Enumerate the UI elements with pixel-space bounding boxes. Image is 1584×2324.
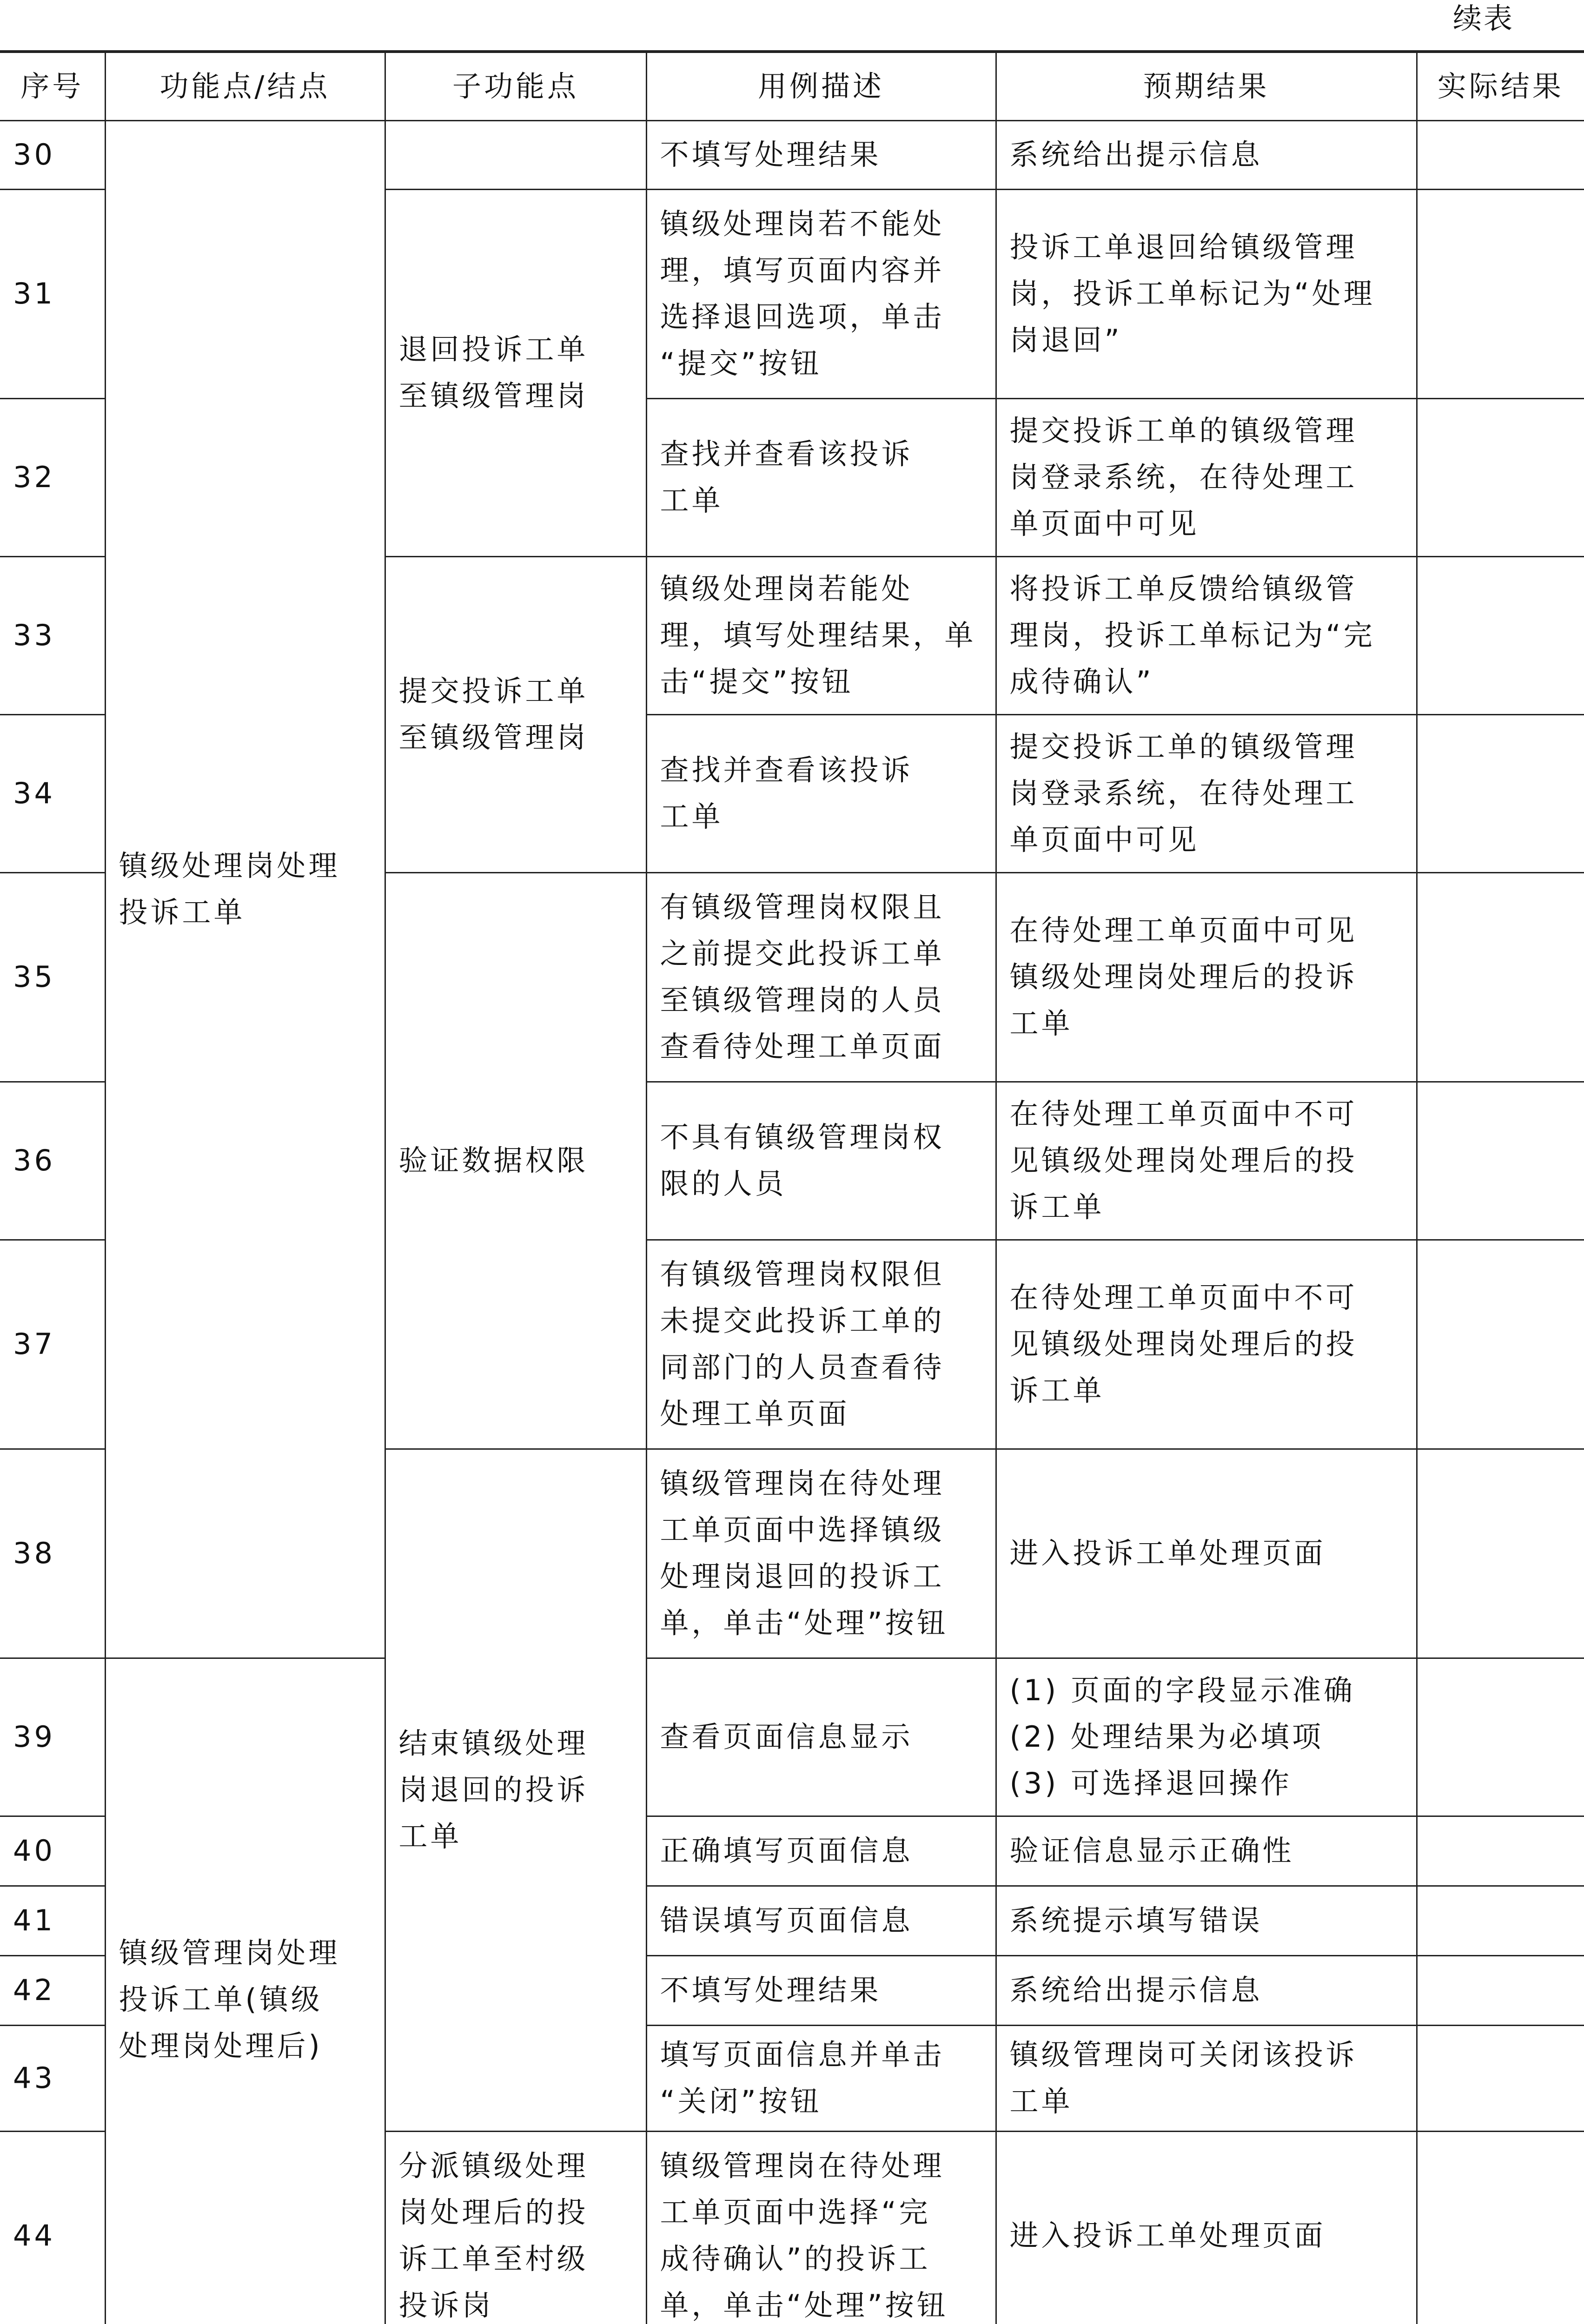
expected-result — [996, 872, 1417, 1082]
row-number: 34 — [0, 714, 105, 872]
column-header: 实际结果 — [1417, 52, 1584, 120]
text-line: 成待确认” — [1009, 665, 1154, 699]
text-line: 工单 — [1009, 2084, 1073, 2118]
text-line: 系统提示填写错误 — [1009, 1903, 1263, 1937]
actual-result — [1417, 1240, 1584, 1449]
text-line: 诉工单至村级 — [398, 2242, 589, 2276]
actual-result — [1417, 1886, 1584, 1955]
column-header: 子功能点 — [385, 52, 646, 120]
expected-result — [996, 1449, 1417, 1658]
text-line: 有镇级管理岗权限但 — [660, 1257, 945, 1291]
function-point-cell — [105, 120, 385, 1658]
text-line: 验证数据权限 — [398, 1143, 589, 1177]
column-header: 序号 — [0, 52, 105, 120]
expected-result — [996, 120, 1417, 189]
expected-result — [996, 2131, 1417, 2324]
text-line: 不具有镇级管理岗权 — [660, 1120, 945, 1154]
text-line: 查看待处理工单页面 — [660, 1030, 945, 1063]
text-line: 退回投诉工单 — [398, 332, 589, 366]
expected-result — [996, 2025, 1417, 2131]
text-line: 处理工单页面 — [660, 1397, 850, 1431]
text-line: 至镇级管理岗 — [398, 379, 589, 413]
use-case-description — [646, 1955, 996, 2025]
text-line: 理岗，投诉工单标记为“完 — [1009, 618, 1375, 652]
text-line: 将投诉工单反馈给镇级管 — [1009, 572, 1358, 606]
text-line: (1) 页面的字段显示准确 — [1009, 1673, 1356, 1707]
use-case-description — [646, 1658, 996, 1816]
column-header: 预期结果 — [996, 52, 1417, 120]
text-line: 见镇级处理岗处理后的投 — [1009, 1327, 1358, 1361]
use-case-description — [646, 398, 996, 556]
text-line: 单页面中可见 — [1009, 823, 1200, 857]
text-line: 在待处理工单页面中不可 — [1009, 1097, 1358, 1131]
actual-result — [1417, 189, 1584, 398]
text-line: 至镇级管理岗的人员 — [660, 983, 945, 1017]
text-line: 错误填写页面信息 — [660, 1903, 913, 1937]
use-case-description — [646, 1240, 996, 1449]
text-line: 镇级处理岗处理后的投诉 — [1009, 960, 1358, 994]
text-line: 提交投诉工单的镇级管理 — [1009, 730, 1358, 764]
expected-result — [996, 398, 1417, 556]
text-line: 同部门的人员查看待 — [660, 1350, 945, 1384]
text-line: 进入投诉工单处理页面 — [1009, 1536, 1326, 1570]
text-line: 岗处理后的投 — [398, 2195, 589, 2230]
text-line: 岗退回的投诉 — [398, 1773, 589, 1807]
row-number: 30 — [0, 120, 105, 189]
row-number: 31 — [0, 189, 105, 398]
use-case-description — [646, 1816, 996, 1886]
text-line: (3) 可选择退回操作 — [1009, 1766, 1292, 1800]
text-line: 正确填写页面信息 — [660, 1834, 913, 1868]
text-line: 不填写处理结果 — [660, 1973, 881, 2007]
table-row — [0, 1658, 1584, 1816]
text-line: 投诉工单退回给镇级管理 — [1009, 230, 1358, 264]
actual-result — [1417, 1658, 1584, 1816]
column-header: 功能点/结点 — [105, 52, 385, 120]
actual-result — [1417, 1449, 1584, 1658]
actual-result — [1417, 1955, 1584, 2025]
text-line: 填写页面信息并单击 — [660, 2038, 945, 2072]
text-line: 镇级管理岗可关闭该投诉 — [1009, 2038, 1358, 2072]
actual-result — [1417, 2025, 1584, 2131]
text-line: 岗退回” — [1009, 323, 1122, 357]
text-line: 工单页面中选择镇级 — [660, 1513, 945, 1547]
row-number: 33 — [0, 556, 105, 714]
row-number: 32 — [0, 398, 105, 556]
row-number: 39 — [0, 1658, 105, 1816]
text-line: 系统给出提示信息 — [1009, 1973, 1263, 2007]
expected-result — [996, 1955, 1417, 2025]
row-number: 35 — [0, 872, 105, 1082]
text-line: 验证信息显示正确性 — [1009, 1834, 1294, 1868]
table-header-row — [0, 52, 1584, 120]
use-case-description — [646, 120, 996, 189]
text-line: 系统给出提示信息 — [1009, 138, 1263, 172]
text-line: 工单页面中选择“完 — [660, 2195, 931, 2230]
table-row — [0, 120, 1584, 189]
text-line: 查找并查看该投诉 — [660, 753, 913, 787]
function-point-cell — [105, 1658, 385, 2324]
text-line: 工单 — [1009, 1006, 1073, 1040]
use-case-description — [646, 1449, 996, 1658]
use-case-description — [646, 2131, 996, 2324]
text-line: 镇级处理岗若能处 — [660, 572, 913, 606]
sub-function-cell — [385, 2131, 646, 2324]
text-line: 选择退回选项，单击 — [660, 300, 945, 334]
row-number: 40 — [0, 1816, 105, 1886]
text-line: (2) 处理结果为必填项 — [1009, 1720, 1324, 1754]
text-line: “关闭”按钮 — [660, 2084, 822, 2118]
text-line: 单页面中可见 — [1009, 507, 1200, 541]
text-line: 岗登录系统，在待处理工 — [1009, 460, 1358, 494]
text-line: 提交投诉工单的镇级管理 — [1009, 414, 1358, 448]
actual-result — [1417, 556, 1584, 714]
text-line: 镇级管理岗处理 — [119, 1936, 340, 1970]
text-line: 分派镇级处理 — [398, 2149, 589, 2183]
text-line: 见镇级处理岗处理后的投 — [1009, 1143, 1358, 1177]
text-line: 未提交此投诉工单的 — [660, 1304, 945, 1338]
text-line: 投诉岗 — [398, 2288, 494, 2323]
use-case-description — [646, 1886, 996, 1955]
row-number: 41 — [0, 1886, 105, 1955]
sub-function-cell — [385, 556, 646, 872]
text-line: 提交投诉工单 — [398, 674, 589, 708]
text-line: 工单 — [660, 483, 723, 517]
actual-result — [1417, 2131, 1584, 2324]
actual-result — [1417, 714, 1584, 872]
continued-label: 续表 — [1452, 1, 1514, 35]
sub-function-cell — [385, 120, 646, 189]
actual-result — [1417, 120, 1584, 189]
text-line: 镇级管理岗在待处理 — [660, 1466, 945, 1500]
expected-result — [996, 1082, 1417, 1240]
row-number: 44 — [0, 2131, 105, 2324]
expected-result — [996, 714, 1417, 872]
text-line: 限的人员 — [660, 1167, 787, 1201]
text-line: 岗，投诉工单标记为“处理 — [1009, 277, 1375, 310]
text-line: 结束镇级处理 — [398, 1726, 589, 1760]
expected-result — [996, 1816, 1417, 1886]
text-line: 岗登录系统，在待处理工 — [1009, 776, 1358, 810]
text-line: 查找并查看该投诉 — [660, 437, 913, 471]
expected-result — [996, 1886, 1417, 1955]
text-line: 镇级处理岗若不能处 — [660, 207, 945, 241]
text-line: 成待确认”的投诉工 — [660, 2242, 931, 2276]
sub-function-cell — [385, 1449, 646, 2131]
text-line: 不填写处理结果 — [660, 138, 881, 172]
row-number: 37 — [0, 1240, 105, 1449]
text-line: 投诉工单 — [119, 895, 245, 929]
row-number: 42 — [0, 1955, 105, 2025]
text-line: 诉工单 — [1009, 1190, 1105, 1224]
text-line: 工单 — [398, 1819, 462, 1853]
text-line: 诉工单 — [1009, 1373, 1105, 1407]
text-line: 单，单击“处理”按钮 — [660, 2288, 948, 2323]
expected-result — [996, 189, 1417, 398]
row-number: 43 — [0, 2025, 105, 2131]
text-line: 处理岗退回的投诉工 — [660, 1559, 945, 1593]
use-case-description — [646, 556, 996, 714]
text-line: 理，填写处理结果，单 — [660, 618, 976, 652]
text-line: 进入投诉工单处理页面 — [1009, 2218, 1326, 2253]
text-line: 投诉工单(镇级 — [119, 1982, 323, 2016]
use-case-description — [646, 2025, 996, 2131]
text-line: “提交”按钮 — [660, 346, 822, 380]
text-line: 理，填写页面内容并 — [660, 253, 945, 287]
text-line: 击“提交”按钮 — [660, 665, 854, 699]
use-case-description — [646, 872, 996, 1082]
text-line: 至镇级管理岗 — [398, 720, 589, 754]
text-line: 在待处理工单页面中不可 — [1009, 1281, 1358, 1314]
text-line: 工单 — [660, 799, 723, 833]
use-case-description — [646, 189, 996, 398]
expected-result — [996, 1658, 1417, 1816]
use-case-description — [646, 1082, 996, 1240]
text-line: 有镇级管理岗权限且 — [660, 890, 945, 924]
expected-result — [996, 556, 1417, 714]
row-number: 38 — [0, 1449, 105, 1658]
text-line: 单，单击“处理”按钮 — [660, 1606, 948, 1640]
expected-result — [996, 1240, 1417, 1449]
actual-result — [1417, 1816, 1584, 1886]
actual-result — [1417, 1082, 1584, 1240]
text-line: 查看页面信息显示 — [660, 1720, 913, 1754]
sub-function-cell — [385, 189, 646, 556]
row-number: 36 — [0, 1082, 105, 1240]
text-line: 之前提交此投诉工单 — [660, 937, 945, 971]
column-header: 用例描述 — [646, 52, 996, 120]
actual-result — [1417, 872, 1584, 1082]
actual-result — [1417, 398, 1584, 556]
text-line: 镇级处理岗处理 — [119, 849, 340, 883]
use-case-description — [646, 714, 996, 872]
text-line: 在待处理工单页面中可见 — [1009, 913, 1358, 947]
sub-function-cell — [385, 872, 646, 1449]
text-line: 处理岗处理后) — [119, 2029, 323, 2063]
text-line: 镇级管理岗在待处理 — [660, 2149, 945, 2183]
test-case-table — [0, 50, 1584, 2324]
